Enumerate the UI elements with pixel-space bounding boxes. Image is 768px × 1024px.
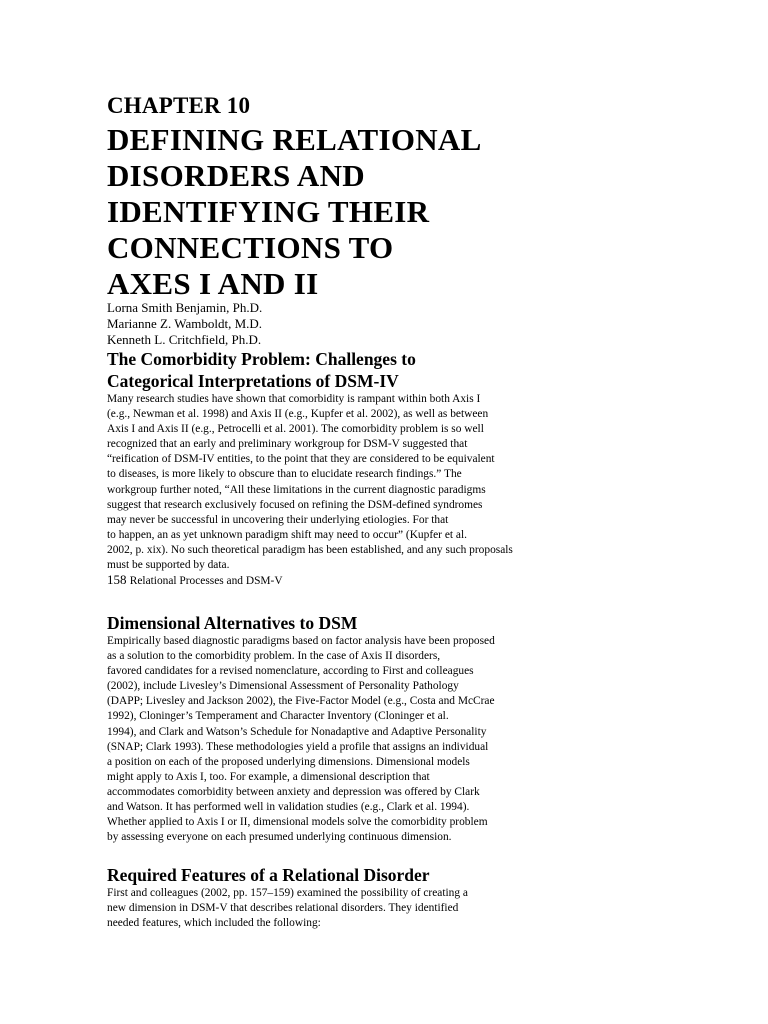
section-heading-line: Dimensional Alternatives to DSM [107,613,358,633]
paragraph-line: favored candidates for a revised nomenclature, according to First and colleagues [107,665,474,678]
paragraph-line: (e.g., Newman et al. 1998) and Axis II (e.g., Kupfer et al. 2002), as well as between [107,408,489,421]
running-head [107,572,283,589]
running-head-title: Relational Processes and DSM-V [129,575,283,587]
section-heading [107,348,416,392]
chapter-title-line: CONNECTIONS TO [107,230,394,265]
paragraph-line: recognized that an early and preliminary workgroup for DSM-V suggested that [107,438,468,451]
paragraph-line: (SNAP; Clark 1993). These methodologies yield a profile that assigns an individual [107,740,489,753]
paragraph-line: a position on each of the proposed underlying dimensions. Dimensional models [107,755,470,768]
chapter-title [107,122,482,302]
section-heading [107,612,357,634]
section-paragraph [107,886,468,931]
paragraph-line: Axis I and Axis II (e.g., Petrocelli et al. 2001). The comorbidity problem is so well [107,423,484,436]
chapter-label: CHAPTER 10 [107,93,251,118]
paragraph-line: and Watson. It has performed well in validation studies (e.g., Clark et al. 1994). [107,801,470,814]
section-heading-line: The Comorbidity Problem: Challenges to [107,349,416,369]
paragraph-line: (DAPP; Livesley and Jackson 2002), the Five-Factor Model (e.g., Costa and McCrae [107,695,495,708]
paragraph-line: needed features, which included the following: [107,917,321,930]
paragraph-line: 1992), Cloninger’s Temperament and Character Inventory (Cloninger et al. [107,710,449,723]
section-paragraph [107,392,513,573]
paragraph-line: (2002), include Livesley’s Dimensional Assessment of Personality Pathology [107,680,459,693]
paragraph-line: Whether applied to Axis I or II, dimensional models solve the comorbidity problem [107,816,488,829]
author-name: Marianne Z. Wamboldt, M.D. [107,316,263,331]
section-heading [107,864,430,886]
chapter-title-line: DISORDERS AND [107,158,365,193]
author-name: Kenneth L. Critchfield, Ph.D. [107,332,262,347]
chapter-title-line: DEFINING RELATIONAL [107,122,482,157]
paragraph-line: “reification of DSM-IV entities, to the point that they are considered to be equivalent [107,453,495,466]
paragraph-line: to happen, an as yet unknown paradigm shift may need to occur” (Kupfer et al. [107,528,467,541]
paragraph-line: 1994), and Clark and Watson’s Schedule for Nonadaptive and Adaptive Personality [107,725,487,738]
chapter-title-line: AXES I AND II [107,266,319,301]
section-heading-line: Categorical Interpretations of DSM-IV [107,371,399,391]
author-name: Lorna Smith Benjamin, Ph.D. [107,300,263,315]
paragraph-line: Many research studies have shown that comorbidity is rampant within both Axis I [107,393,481,405]
paragraph-line: by assessing everyone on each presumed underlying continuous dimension. [107,831,452,844]
paragraph-line: suggest that research exclusively focused on refining the DSM-defined syndromes [107,498,483,511]
paragraph-line: might apply to Axis I, too. For example, a dimensional description that [107,770,430,783]
paragraph-line: may never be successful in uncovering their underlying etiologies. For that [107,513,449,526]
paragraph-line: workgroup further noted, “All these limitations in the current diagnostic paradigms [107,483,486,496]
paragraph-line: to diseases, is more likely to obscure than to elucidate research findings.” The [107,468,462,481]
section-heading-line: Required Features of a Relational Disorder [107,865,430,885]
chapter-title-line: IDENTIFYING THEIR [107,194,430,229]
paragraph-line: Empirically based diagnostic paradigms based on factor analysis have been proposed [107,635,495,647]
author-list [107,300,262,348]
paragraph-line: must be supported by data. [107,559,230,572]
page-number: 158 [107,572,127,587]
paragraph-line: 2002, p. xix). No such theoretical paradigm has been established, and any such proposals [107,543,513,556]
paragraph-line: accommodates comorbidity between anxiety and depression was offered by Clark [107,785,480,798]
paragraph-line: as a solution to the comorbidity problem. In the case of Axis II disorders, [107,650,441,663]
paragraph-line: new dimension in DSM-V that describes relational disorders. They identified [107,902,459,915]
section-paragraph [107,634,495,845]
paragraph-line: First and colleagues (2002, pp. 157–159) examined the possibility of creating a [107,887,468,899]
